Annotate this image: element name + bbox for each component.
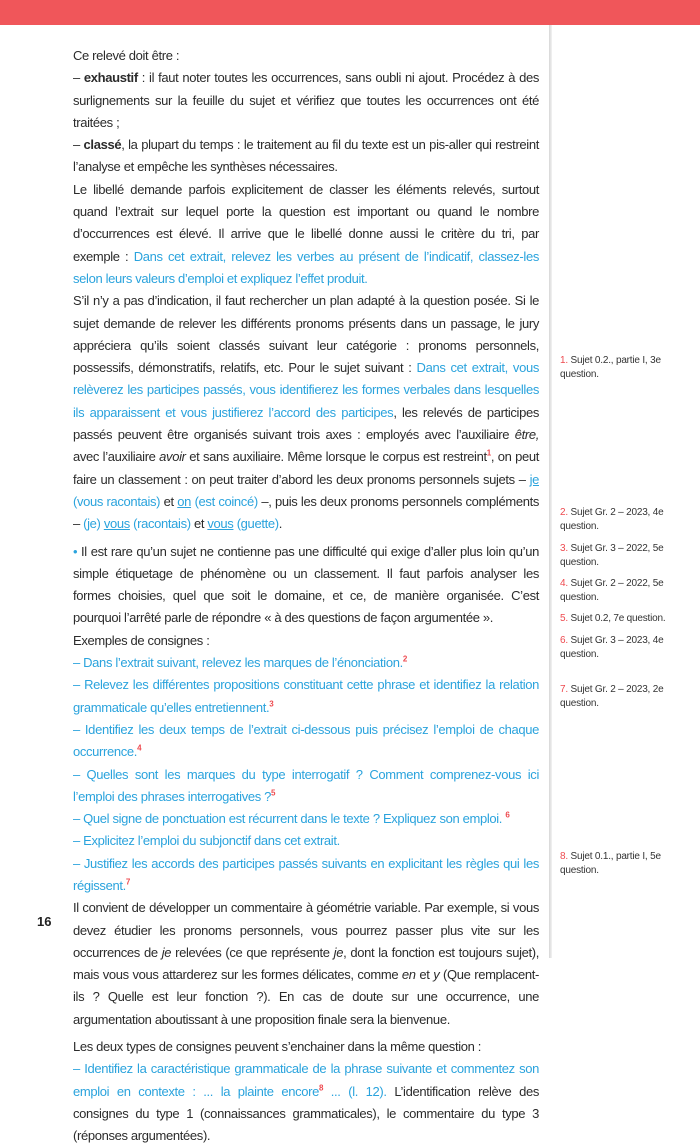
bold-term: classé	[83, 137, 122, 153]
text-run: –	[73, 70, 84, 86]
text-run: et	[160, 493, 178, 509]
paragraph	[73, 853, 539, 898]
paragraph	[73, 630, 539, 652]
footnote-4	[560, 577, 690, 605]
example-instruction: – Identifiez la caractéristique grammaticale de la phrase suivante et commentez son emploi en contexte : ... la plainte encore	[73, 1061, 539, 1099]
text-run: S’il n’y a pas d’indication, il faut rechercher un plan adapté à la question posée. Si le sujet demande de relever les différents pronoms présents dans un passage, le jury appréciera qu’ils soient classés suivant leur catégorie : pronoms personnels, possessifs, démonstratifs, relatifs, etc. Pour le sujet suivant :	[73, 293, 539, 376]
example-instruction: (est coincé)	[194, 493, 258, 509]
paragraph	[73, 1058, 539, 1147]
example-instruction: (guette)	[236, 516, 279, 532]
text-run: Exemples de consignes :	[73, 632, 210, 648]
footnote-number: 6.	[560, 635, 568, 646]
footnote-reference: 6	[505, 810, 510, 820]
example-instruction: – Quelles sont les marques du type interrogatif ? Comment comprenez-vous ici l’emploi des phrases interrogatives ?	[73, 766, 539, 804]
example-instruction: Dans cet extrait, vous relèverez les participes passés, vous identifierez les formes verbales dans lesquelles ils apparaissent et vous justifierez l’accord des participes	[73, 360, 539, 420]
footnote-text: Sujet 0.2., partie I, 3e question.	[560, 355, 661, 380]
footnote-number: 8.	[560, 851, 568, 862]
main-text-column	[73, 45, 539, 1148]
italic-term: je	[161, 944, 172, 960]
footnote-number: 5.	[560, 613, 568, 624]
example-instruction: – Identifiez les deux temps de l’extrait ci-dessous puis précisez l’emploi de chaque occurrence.	[73, 721, 539, 760]
example-instruction: Dans cet extrait, relevez les verbes au présent de l’indicatif, classez-les selon leurs valeurs d’emploi et expliquez l’effet produit.	[73, 248, 539, 286]
paragraph	[73, 830, 539, 852]
footnote-8	[560, 850, 690, 878]
underlined-pronoun: on	[177, 493, 192, 509]
footnote-reference: 5	[271, 788, 276, 798]
italic-term: en	[401, 967, 416, 983]
text-run: , on peut faire un classement : on peut traiter d’abord les deux pronoms personnels sujets –	[73, 449, 540, 487]
example-instruction: (je)	[83, 516, 101, 532]
text-run: –	[73, 137, 84, 153]
example-instruction: ... (l. 12).	[323, 1083, 387, 1099]
footnote-text: Sujet Gr. 2 – 2023, 4e question.	[560, 507, 664, 532]
paragraph	[73, 67, 539, 134]
text-run: –, puis les deux pronoms personnels compléments –	[73, 493, 539, 532]
footnote-number: 3.	[560, 543, 568, 554]
example-instruction: (racontais)	[133, 516, 191, 532]
text-run: L’identification relève des consignes du type 1 (connaissances grammaticales), le commentaire du type 3 (réponses argumentées).	[73, 1083, 539, 1144]
text-run: avec l’auxiliaire	[73, 449, 160, 465]
paragraph	[73, 652, 539, 674]
italic-term: je	[333, 944, 344, 960]
text-run: , dont la fonction est toujours sujet), mais vous vous attarderez sur les formes délicates, comme	[73, 944, 539, 983]
footnote-text: Sujet Gr. 2 – 2022, 5e question.	[560, 578, 664, 603]
text-run: : il faut noter toutes les occurrences, sans oubli ni ajout. Procédez à des surlignements sur la feuille du sujet et vérifiez que toutes les occurrences ont été traitées ;	[73, 70, 539, 130]
paragraph	[73, 897, 539, 1031]
underlined-pronoun: vous	[103, 516, 130, 532]
footnote-6	[560, 634, 690, 662]
paragraph	[73, 808, 539, 830]
italic-term: y	[433, 967, 440, 983]
paragraph	[73, 764, 539, 809]
italic-term: avoir	[159, 449, 186, 465]
example-instruction: – Relevez les différentes propositions constituant cette phrase et identifiez la relation grammaticale qu’elles entretiennent.	[73, 677, 539, 715]
text-run: Il convient de développer un commentaire à géométrie variable. Par exemple, si vous devez étudier les pronoms personnels, vous pourrez passer plus vite sur les occurrences de	[73, 900, 539, 960]
page-number: 16	[37, 914, 52, 929]
footnote-reference: 7	[125, 877, 130, 887]
footnote-text: Sujet Gr. 3 – 2023, 4e question.	[560, 635, 664, 660]
paragraph	[73, 674, 539, 719]
footnote-number: 4.	[560, 578, 568, 589]
text-run: , les relevés de participes passés peuvent être organisés suivant trois axes : employés avec l’auxiliaire	[73, 404, 539, 443]
footnote-reference: 1	[486, 449, 491, 459]
footnote-text: Sujet 0.2, 7e question.	[570, 613, 666, 624]
paragraph	[73, 134, 539, 179]
text-run: et sans auxiliaire. Même lorsque le corpus est restreint	[185, 449, 487, 465]
example-instruction: – Quel signe de ponctuation est récurrent dans le texte ? Expliquez son emploi.	[73, 811, 506, 827]
footnote-reference: 2	[402, 654, 407, 664]
text-run: , la plupart du temps : le traitement au fil du texte est un pis-aller qui restreint l’analyse et empêche les synthèses nécessaires.	[73, 137, 539, 175]
bullet-icon: •	[73, 543, 82, 559]
paragraph	[73, 719, 539, 764]
italic-term: être,	[514, 427, 539, 443]
text-run: Les deux types de consignes peuvent s’enchainer dans la même question :	[73, 1039, 482, 1055]
text-run: Ce relevé doit être :	[73, 48, 180, 63]
top-accent-bar	[0, 0, 700, 25]
footnote-number: 7.	[560, 684, 568, 695]
footnote-reference: 4	[137, 743, 142, 753]
example-instruction: – Explicitez l’emploi du subjonctif dans cet extrait.	[73, 833, 340, 849]
paragraph	[73, 179, 539, 290]
footnote-2	[560, 506, 690, 534]
example-instruction: – Dans l’extrait suivant, relevez les marques de l’énonciation.	[73, 655, 403, 671]
footnote-number: 1.	[560, 355, 568, 366]
footnote-text: Sujet Gr. 3 – 2022, 5e question.	[560, 543, 664, 568]
footnote-number: 2.	[560, 507, 568, 518]
example-instruction: – Justifiez les accords des participes passés suivants en explicitant les règles qui les régissent.	[73, 855, 539, 893]
footnote-text: Sujet Gr. 2 – 2023, 2e question.	[560, 684, 664, 709]
text-run: Il est rare qu’un sujet ne contienne pas une difficulté qui exige d’aller plus loin qu’un simple étiquetage de phénomène ou un classement. Il faut parfois analyser les formes choisies, quel que soit le domaine, et ce, de manière organisée. C’est pourquoi l’arrêté parle de répondre « à des questions de façon argumentée ».	[73, 543, 539, 626]
text-run: .	[278, 516, 282, 532]
text-run: relevées (ce que représente	[171, 944, 334, 960]
bold-term: exhaustif	[83, 70, 138, 86]
text-run: et	[415, 967, 434, 983]
paragraph	[73, 290, 539, 535]
footnote-reference: 8	[318, 1083, 324, 1093]
footnote-reference: 3	[269, 699, 274, 709]
footnote-text: Sujet 0.1., partie I, 5e question.	[560, 851, 661, 876]
example-instruction: (vous racontais)	[73, 493, 161, 509]
footnote-5	[560, 612, 700, 626]
underlined-pronoun: je	[529, 471, 539, 487]
underlined-pronoun: vous	[207, 516, 234, 532]
paragraph	[73, 1036, 539, 1058]
margin-divider	[549, 25, 552, 958]
footnote-7	[560, 683, 690, 711]
footnote-3	[560, 542, 690, 570]
paragraph	[73, 45, 539, 67]
paragraph	[73, 541, 539, 630]
text-run: Le libellé demande parfois explicitement de classer les éléments relevés, surtout quand l’extrait sur lequel porte la question est important ou quand le nombre d’occurrences est élevé. Il arrive que le libellé donne aussi le critère du tri, par exemple :	[73, 181, 539, 264]
text-run: et	[190, 516, 208, 532]
text-run: (Que remplacent-ils ? Quelle est leur fonction ?). En cas de doute sur une occurrence, une argumentation aboutissant à une proposition finale sera la bienvenue.	[73, 967, 540, 1027]
footnote-1	[560, 354, 690, 382]
